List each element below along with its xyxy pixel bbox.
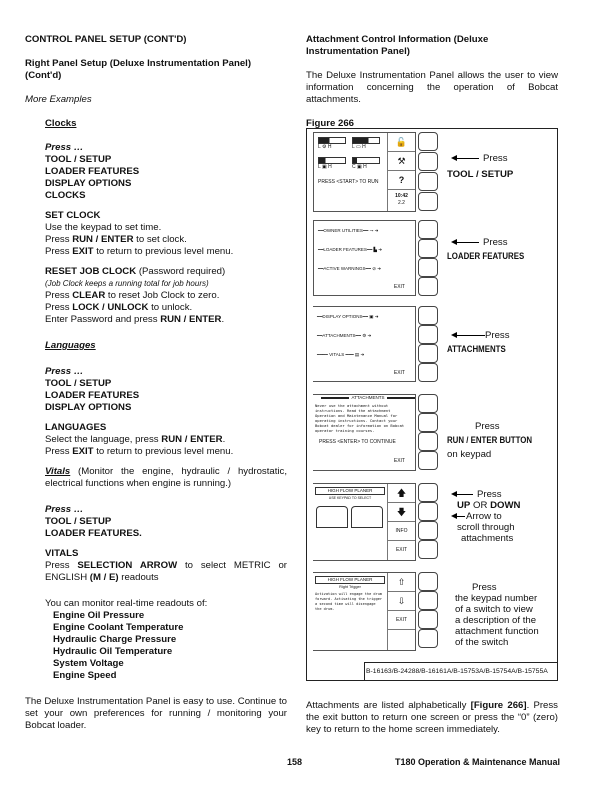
- section-subtitle: Right Panel Setup (Deluxe Instrumentation Panel) (Cont'd): [25, 58, 252, 81]
- readout-item: Engine Speed: [53, 670, 117, 681]
- monitor-intro: You can monitor real-time readouts of:: [45, 598, 208, 609]
- arrow-left-icon: [455, 516, 465, 517]
- attachment-select-panel: HIGH FLOW PLANER USE KEYPAD TO SELECT 🡅 🡇 INFO EXIT: [313, 483, 416, 561]
- arrow-left-icon: [455, 158, 479, 159]
- step: DISPLAY OPTIONS: [45, 178, 132, 189]
- arrow-left-icon: [455, 494, 473, 495]
- press-label: Press …: [45, 504, 84, 515]
- key-icon: ⊸: [369, 228, 374, 233]
- loader-icon: ▙: [373, 247, 377, 252]
- keypad-button[interactable]: [418, 306, 438, 325]
- gauge-bar: [318, 137, 346, 144]
- vitals-intro: Vitals (Monitor the engine, hydraulic / hydrostatic, electrical functions when engine is running.): [45, 466, 287, 489]
- arrow-left-icon: [455, 335, 485, 336]
- keypad-button[interactable]: [418, 521, 438, 540]
- menu-item: LOADER FEATURES: [323, 247, 367, 252]
- gauge-bar: [318, 157, 346, 164]
- up-arrow-outline-icon: ⇧: [388, 573, 415, 592]
- readout-item: Hydraulic Charge Pressure: [53, 634, 177, 645]
- text-line: Use the keypad to set time.: [45, 222, 162, 233]
- menu-item: ATTACHMENTS: [322, 333, 356, 338]
- menu-item: ACTIVE WARNINGS: [323, 266, 366, 271]
- note-tool-setup: Press TOOL / SETUP: [447, 153, 514, 180]
- keypad-button[interactable]: [418, 540, 438, 559]
- press-label: Press …: [45, 366, 84, 377]
- keypad-button[interactable]: [418, 413, 438, 432]
- exit-label: EXIT: [393, 284, 405, 290]
- text-line: Enter Password and press RUN / ENTER.: [45, 314, 225, 325]
- text-line: Press EXIT to return to previous level menu.: [45, 446, 234, 457]
- keypad-button[interactable]: [418, 451, 438, 470]
- step: LOADER FEATURES.: [45, 528, 142, 539]
- closing-paragraph: The Deluxe Instrumentation Panel is easy to use. Continue to set your own preferences for running / monitoring your Bobcat loader.: [25, 696, 287, 731]
- set-clock-heading: SET CLOCK: [45, 210, 101, 221]
- keypad-button[interactable]: [418, 363, 438, 382]
- text-line: Select the language, press RUN / ENTER.: [45, 434, 226, 445]
- keypad-button[interactable]: [418, 220, 438, 239]
- keypad-button[interactable]: [418, 258, 438, 277]
- clock-time: 10:42: [395, 193, 408, 199]
- document-icon: ▤: [354, 352, 360, 357]
- italic-note: (Job Clock keeps a running total for job hours): [45, 279, 209, 288]
- keypad-button[interactable]: [418, 239, 438, 258]
- switch-diagram: [316, 506, 348, 528]
- vitals-subheading: VITALS: [45, 548, 79, 559]
- keypad-button[interactable]: [418, 152, 438, 171]
- text-line: Press RUN / ENTER to set clock.: [45, 234, 187, 245]
- down-arrow-outline-icon: ⇩: [388, 592, 415, 611]
- section-title: CONTROL PANEL SETUP (CONT'D): [25, 34, 187, 45]
- switch-diagram: [351, 506, 383, 528]
- tool-icon: ⚒: [388, 152, 415, 171]
- figure-caption: B-16163/B-24288/B-16161A/B-15753A/B-15754A/B-15755A: [364, 662, 558, 681]
- keypad-button[interactable]: [418, 344, 438, 363]
- readout-item: Hydraulic Oil Temperature: [53, 646, 173, 657]
- menu-item: DISPLAY OPTIONS: [322, 314, 363, 319]
- step: LOADER FEATURES: [45, 166, 140, 177]
- readout-item: Engine Coolant Temperature: [53, 622, 184, 633]
- keypad-button[interactable]: [418, 432, 438, 451]
- keypad-button[interactable]: [418, 610, 438, 629]
- gauge-bar: [352, 157, 380, 164]
- text-line: Press SELECTION ARROW to select METRIC or ENGLISH (M / E) readouts: [45, 560, 288, 583]
- manual-title: T180 Operation & Maintenance Manual: [395, 757, 561, 767]
- note-up-down: Press UP OR DOWN Arrow to scroll through attachments: [457, 489, 521, 544]
- keypad-button[interactable]: [418, 172, 438, 191]
- text-line: Press EXIT to return to previous level menu.: [45, 246, 234, 257]
- figure-266: [306, 128, 558, 681]
- keypad-button[interactable]: [418, 277, 438, 296]
- step: TOOL / SETUP: [45, 154, 112, 165]
- keypad-button[interactable]: [418, 132, 438, 151]
- languages-subheading: LANGUAGES: [45, 422, 107, 433]
- up-arrow-icon: 🡅: [388, 484, 415, 503]
- keypad-button[interactable]: [418, 591, 438, 610]
- warning-icon: ⊘: [372, 266, 376, 271]
- step: CLOCKS: [45, 190, 86, 201]
- main-menu-panel: ━━OWNER UTILITIES━━ ⊸ ➜ ━━LOADER FEATURES━━ ▙ ➜ ━━ACTIVE WARNINGS━━ ⊘ ➜ EXIT: [313, 220, 416, 296]
- readout-item: System Voltage: [53, 658, 124, 669]
- step: LOADER FEATURES: [45, 390, 140, 401]
- step: TOOL / SETUP: [45, 378, 112, 389]
- keypad-button[interactable]: [418, 483, 438, 502]
- attachment-info-panel: HIGH FLOW PLANER Right Trigger Activation will engage the drum forward. Activating the trigger a second time will disengage the drum. ⇧ ⇩ EXIT: [313, 572, 416, 651]
- attachment-title: Attachment Control Information (Deluxe Instrumentation Panel): [306, 34, 489, 57]
- keypad-button[interactable]: [418, 394, 438, 413]
- reset-job-clock-heading: RESET JOB CLOCK (Password required): [45, 266, 226, 277]
- note-run-enter: Press RUN / ENTER BUTTON on keypad: [447, 421, 533, 460]
- start-prompt: PRESS <START> TO RUN: [318, 179, 379, 185]
- loader-features-panel: ━━DISPLAY OPTIONS━━ ▣ ➜ ━━ATTACHMENTS━━ ⚙ ➜ ━━━━ VITALS ━━━ ▤ ➜ EXIT: [313, 306, 416, 382]
- menu-item: VITALS: [329, 352, 345, 357]
- attachment-intro: The Deluxe Instrumentation Panel allows the user to view information concerning the operation of Bobcat attachments.: [306, 70, 558, 105]
- step: TOOL / SETUP: [45, 516, 112, 527]
- home-screen-panel: L ⚙ H L ▭ H L ▣ H C ▣ H PRESS <START> TO RUN 🔓 ⚒ ? 10:42 2.2: [313, 132, 416, 212]
- exit-label: EXIT: [393, 370, 405, 376]
- clocks-heading: Clocks: [45, 118, 77, 129]
- attachments-warning-panel: ATTACHMENTS Never use the attachment without instructions. Read the attachment Operation and Maintenance Manual for operating instructions. Contact your Bobcat dealer for information on Bobcat operator training courses. PRESS <ENTER> TO CONTINUE EXIT: [313, 394, 416, 471]
- readout-item: Engine Oil Pressure: [53, 610, 145, 621]
- keypad-button[interactable]: [418, 192, 438, 211]
- lock-icon: 🔓: [388, 133, 415, 152]
- keypad-button[interactable]: [418, 502, 438, 521]
- help-icon: ?: [388, 171, 415, 190]
- arrow-left-icon: [455, 242, 479, 243]
- display-icon: ▣: [369, 314, 374, 319]
- exit-label: EXIT: [393, 458, 405, 464]
- press-label: Press …: [45, 142, 84, 153]
- step: DISPLAY OPTIONS: [45, 402, 132, 413]
- gauge-bar: [352, 137, 380, 144]
- left-column: [25, 34, 287, 732]
- keypad-button[interactable]: [418, 629, 438, 648]
- text-line: Press LOCK / UNLOCK to unlock.: [45, 302, 193, 313]
- right-column: [306, 34, 558, 130]
- page-number: 158: [287, 757, 303, 767]
- note-attachments: Press ATTACHMENTS: [447, 330, 510, 355]
- attachment-closing: Attachments are listed alphabetically [Figure 266]. Press the exit button to return one screen or press the “0” (zero) key to return to the home screen immediately.: [306, 700, 558, 735]
- note-keypad-number: Press the keypad number of a switch to view a description of the attachment function of the switch: [455, 582, 539, 648]
- note-loader-features: Press LOADER FEATURES: [447, 237, 525, 262]
- more-examples: More Examples: [25, 94, 92, 105]
- languages-heading: Languages: [45, 340, 96, 351]
- keypad-button[interactable]: [418, 572, 438, 591]
- readout-list: [45, 610, 287, 682]
- attachment-icon: ⚙: [362, 333, 367, 338]
- text-line: Press CLEAR to reset Job Clock to zero.: [45, 290, 220, 301]
- menu-item: OWNER UTILITIES: [323, 228, 363, 233]
- down-arrow-icon: 🡇: [388, 503, 415, 522]
- keypad-button[interactable]: [418, 325, 438, 344]
- figure-label: Figure 266: [306, 118, 354, 129]
